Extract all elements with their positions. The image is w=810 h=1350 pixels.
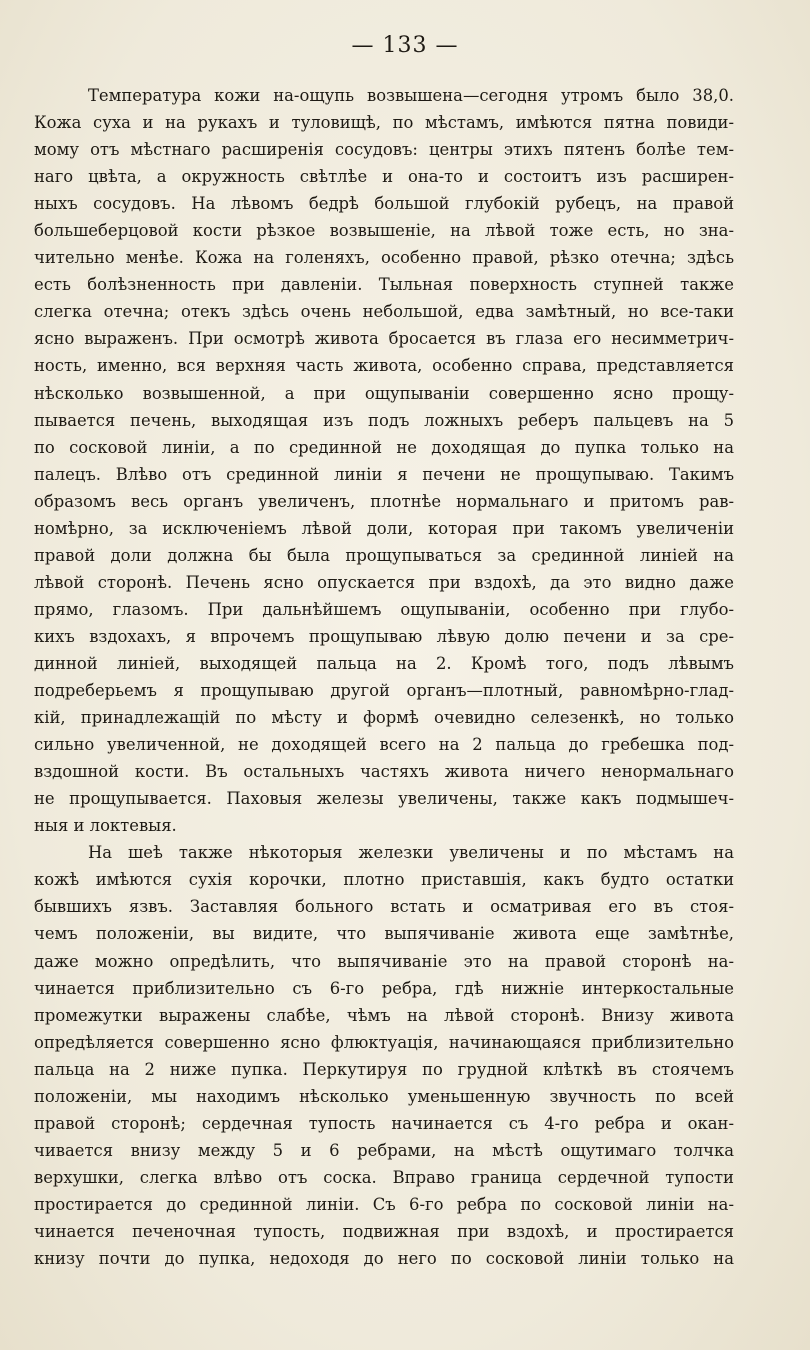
text-line: правой сторонѣ; сердечная тупость начинается съ 4-го ребра и окан- — [34, 1113, 734, 1133]
text-line: подреберьемъ я прощупываю другой органъ—плотный, равномѣрно-глад- — [34, 681, 734, 701]
body-text — [34, 82, 734, 1272]
text-line: не прощупывается. Паховыя железы увеличены, также какъ подмышеч- — [34, 789, 734, 809]
text-line: простирается до срединной линіи. Съ 6-го ребра по сосковой линіи на- — [34, 1194, 734, 1214]
text-line: пывается печень, выходящая изъ подъ ложныхъ реберъ пальцевъ на 5 — [34, 410, 734, 430]
text-line: чемъ положеніи, вы видите, что выпячиваніе живота еще замѣтнѣе, — [34, 924, 734, 944]
text-line: бывшихъ язвъ. Заставляя больного встать и осматривая его въ стоя- — [34, 897, 734, 917]
text-line: большеберцовой кости рѣзкое возвышеніе, на лѣвой тоже есть, но зна- — [34, 221, 734, 241]
text-line: даже можно опредѣлить, что выпячиваніе это на правой сторонѣ на- — [34, 951, 734, 971]
text-line: динной линіей, выходящей пальца на 2. Кромѣ того, подъ лѣвымъ — [34, 653, 734, 673]
text-line: чивается внизу между 5 и 6 ребрами, на мѣстѣ ощутимаго толчка — [34, 1140, 734, 1160]
text-line: чинается приблизительно съ 6-го ребра, гдѣ нижніе интеркостальные — [34, 978, 734, 998]
text-line: чительно менѣе. Кожа на голеняхъ, особенно правой, рѣзко отечна; здѣсь — [34, 248, 734, 268]
text-line: образомъ весь органъ увеличенъ, плотнѣе нормальнаго и притомъ рав- — [34, 491, 734, 511]
text-line: опредѣляется совершенно ясно флюктуація, начинающаяся приблизительно — [34, 1032, 734, 1052]
text-line: верхушки, слегка влѣво отъ соска. Вправо граница сердечной тупости — [34, 1167, 734, 1187]
text-line: номѣрно, за исключеніемъ лѣвой доли, которая при такомъ увеличеніи — [34, 518, 734, 538]
text-line: Кожа суха и на рукахъ и туловищѣ, по мѣстамъ, имѣются пятна повиди- — [34, 113, 734, 133]
text-line: кожѣ имѣются сухія корочки, плотно приставшія, какъ будто остатки — [34, 870, 734, 890]
text-line: правой доли должна бы была прощупываться за срединной линіей на — [34, 545, 734, 565]
text-line: пальца на 2 ниже пупка. Перкутируя по грудной клѣткѣ въ стоячемъ — [34, 1059, 734, 1079]
paragraph-1 — [34, 82, 734, 839]
text-line: ясно выраженъ. При осмотрѣ живота бросается въ глаза его несимметрич- — [34, 329, 734, 349]
text-line: положеніи, мы находимъ нѣсколько уменьшенную звучность по всей — [34, 1086, 734, 1106]
page-number: — 133 — — [351, 33, 459, 58]
text-line: книзу почти до пупка, недоходя до него по сосковой линіи только на — [34, 1249, 734, 1269]
text-line: прямо, глазомъ. При дальнѣйшемъ ощупываніи, особенно при глубо- — [34, 599, 734, 619]
text-line: палецъ. Влѣво отъ срединной линіи я печени не прощупываю. Такимъ — [34, 464, 734, 484]
text-line: Температура кожи на-ощупь возвышена—сегодня утромъ было 38,0. — [88, 86, 734, 105]
text-line: На шеѣ также нѣкоторыя железки увеличены и по мѣстамъ на — [88, 843, 734, 863]
text-line: ность, именно, вся верхняя часть живота, особенно справа, представляется — [34, 356, 734, 376]
text-line: кій, принадлежащій по мѣсту и формѣ очевидно селезенкѣ, но только — [34, 708, 734, 728]
text-line: слегка отечна; отекъ здѣсь очень небольшой, едва замѣтный, но все-таки — [34, 302, 734, 322]
text-line: нѣсколько возвышенной, а при ощупываніи совершенно ясно прощу- — [34, 383, 734, 403]
text-line: мому отъ мѣстнаго расширенія сосудовъ: центры этихъ пятенъ болѣе тем- — [34, 140, 734, 160]
text-line: ныхъ сосудовъ. На лѣвомъ бедрѣ большой глубокій рубецъ, на правой — [34, 194, 734, 214]
text-line: чинается печеночная тупость, подвижная при вздохѣ, и простирается — [34, 1221, 734, 1241]
text-line: есть болѣзненность при давленіи. Тыльная поверхность ступней также — [34, 275, 734, 295]
paragraph-2 — [34, 839, 734, 1272]
text-line: сильно увеличенной, не доходящей всего на 2 пальца до гребешка под- — [34, 735, 734, 755]
text-line: вздошной кости. Въ остальныхъ частяхъ живота ничего ненормальнаго — [34, 762, 734, 782]
text-line: ныя и локтевыя. — [34, 816, 177, 836]
text-line: наго цвѣта, а окружность свѣтлѣе и она-то и состоитъ изъ расширен- — [34, 167, 734, 187]
text-line: кихъ вздохахъ, я впрочемъ прощупываю лѣвую долю печени и за сре- — [34, 626, 734, 646]
text-line: по сосковой линіи, а по срединной не доходящая до пупка только на — [34, 437, 734, 457]
text-line: промежутки выражены слабѣе, чѣмъ на лѣвой сторонѣ. Внизу живота — [34, 1005, 734, 1025]
text-line: лѣвой сторонѣ. Печень ясно опускается при вздохѣ, да это видно даже — [34, 572, 734, 592]
